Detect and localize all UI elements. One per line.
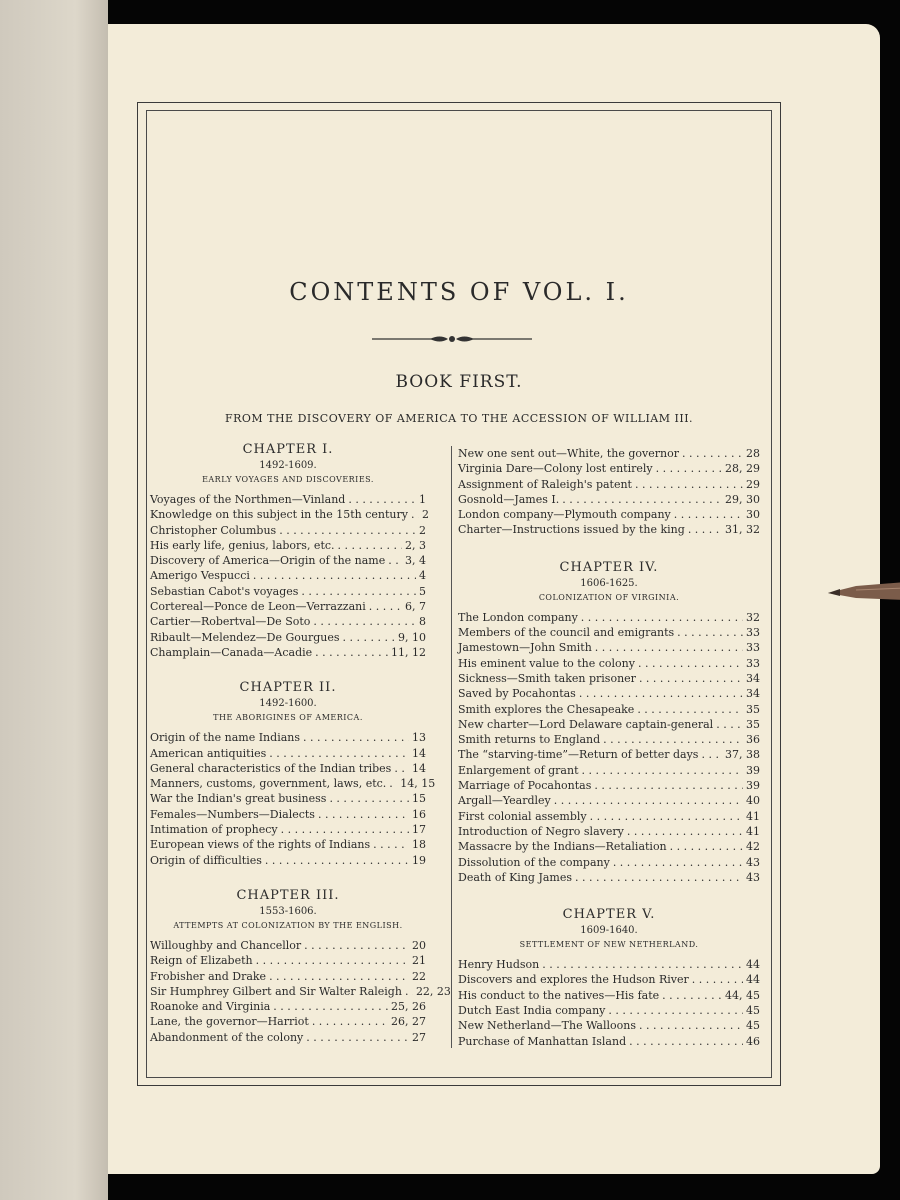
toc-entry — [458, 1003, 760, 1018]
toc-entry — [458, 778, 760, 793]
dot-leader — [692, 972, 743, 987]
chapter-section — [150, 680, 436, 868]
toc-entry-page: 42 — [746, 840, 760, 854]
toc-entry — [150, 791, 426, 806]
toc-entry-page: 39 — [746, 779, 760, 793]
book-title: BOOK FIRST. — [395, 372, 523, 392]
dot-leader — [301, 584, 416, 599]
toc-entry — [458, 809, 760, 824]
toc-entry-title: New one sent out—White, the governor — [458, 447, 679, 460]
toc-entry — [458, 656, 760, 671]
toc-entry-page: 14, 15 — [400, 777, 436, 791]
chapter-header — [150, 888, 426, 932]
toc-entry-page: 2 — [419, 523, 426, 537]
chapter-years: 1606-1625. — [580, 577, 638, 589]
toc-entry — [150, 776, 436, 791]
toc-entry — [150, 553, 426, 568]
toc-entry — [458, 972, 760, 987]
dot-leader — [581, 610, 743, 625]
toc-entry-page: 41 — [746, 824, 760, 838]
toc-entry — [150, 730, 426, 745]
toc-entry-page: 13 — [412, 731, 426, 745]
dot-leader — [318, 807, 409, 822]
dot-leader — [303, 730, 409, 745]
toc-entry — [458, 747, 760, 762]
toc-entry — [458, 839, 760, 854]
toc-entry-title: Charter—Instructions issued by the king — [458, 523, 685, 537]
toc-entry — [458, 610, 760, 625]
dot-leader — [343, 630, 395, 645]
dot-leader — [656, 461, 722, 476]
toc-entry-page: 44, 45 — [725, 988, 760, 1002]
dot-leader — [635, 477, 743, 492]
toc-entry-page: 28 — [746, 447, 760, 460]
toc-entry — [458, 717, 760, 732]
page-title: CONTENTS OF VOL. I. — [289, 278, 629, 306]
dot-leader — [306, 1030, 409, 1045]
toc-entry-title: European views of the rights of Indians — [150, 838, 371, 852]
toc-entry — [458, 824, 760, 839]
toc-entry — [150, 953, 426, 968]
toc-entry-title: Christopher Columbus — [150, 523, 277, 537]
chapter-years: 1492-1609. — [259, 460, 317, 471]
toc-entry-page: 34 — [746, 671, 760, 685]
toc-entry-page: 8 — [419, 615, 426, 629]
toc-entry-title: Amerigo Vespucci — [150, 569, 250, 583]
toc-entry — [458, 793, 760, 808]
toc-entry-title: The “starving-time”—Return of better days — [458, 748, 699, 762]
toc-entry — [150, 645, 426, 660]
toc-entry-page: 19 — [412, 853, 426, 867]
chapter-heading: CHAPTER III. — [236, 887, 340, 903]
toc-entry-title: Cartier—Robertval—De Soto — [150, 615, 311, 629]
dot-leader — [256, 953, 409, 968]
toc-entry-title: Enlargement of grant — [458, 763, 579, 777]
toc-entry-title: Discovers and explores the Hudson River — [458, 973, 689, 987]
toc-entry-title: Saved by Pocahontas — [458, 687, 576, 701]
toc-entry-page: 29, 30 — [725, 492, 760, 506]
toc-entry-title: London company—Plymouth company — [458, 508, 671, 522]
toc-entry-page: 36 — [746, 733, 760, 747]
chapter-header — [458, 560, 760, 604]
toc-entry-title: Purchase of Manhattan Island — [458, 1034, 627, 1048]
toc-entry — [150, 837, 426, 852]
toc-entry — [458, 957, 760, 972]
dot-leader — [253, 568, 416, 583]
pencil-icon — [826, 576, 900, 606]
dot-leader — [394, 761, 409, 776]
toc-entry-page: 22 — [412, 969, 426, 983]
toc-entry — [458, 855, 760, 870]
toc-entry — [150, 568, 426, 583]
toc-entry-title: Smith explores the Chesapeake — [458, 702, 635, 716]
toc-entry-page: 15 — [412, 792, 426, 806]
dot-leader — [542, 957, 743, 972]
dot-leader — [670, 839, 743, 854]
toc-entry — [150, 614, 426, 629]
toc-entry — [458, 763, 760, 778]
dot-leader — [627, 824, 743, 839]
toc-entry-page: 27 — [412, 1030, 426, 1044]
dot-leader — [662, 988, 722, 1003]
toc-entry-page: 45 — [746, 1004, 760, 1018]
toc-entry — [150, 1030, 426, 1045]
toc-entry-page: 33 — [746, 656, 760, 670]
toc-entry-page: 43 — [746, 855, 760, 869]
chapter-header — [458, 907, 760, 951]
toc-entry-page: 14 — [412, 761, 426, 775]
chapter-years: 1553-1606. — [259, 905, 317, 917]
toc-entry-page: 2, 3 — [405, 538, 426, 552]
dot-leader — [562, 492, 722, 507]
toc-entry-title: Cortereal—Ponce de Leon—Verrazzani — [150, 600, 366, 614]
dot-leader — [701, 747, 722, 762]
toc-entry-title: Sebastian Cabot's voyages — [150, 584, 299, 598]
toc-entry-title: New charter—Lord Delaware captain-general — [458, 717, 714, 731]
contents-right-column — [458, 446, 760, 1049]
toc-entry — [458, 507, 760, 522]
toc-entry-title: Massacre by the Indians—Retaliation — [458, 840, 667, 854]
toc-entry-page: 40 — [746, 794, 760, 808]
dot-leader — [273, 999, 388, 1014]
toc-entry — [150, 938, 426, 953]
toc-entry-title: Introduction of Negro slavery — [458, 824, 624, 838]
toc-entry — [150, 599, 426, 614]
toc-entry-title: Dutch East India company — [458, 1004, 606, 1018]
toc-entry — [458, 988, 760, 1003]
toc-entry-title: Sickness—Smith taken prisoner — [458, 671, 636, 685]
dot-leader — [677, 625, 743, 640]
toc-entry-title: Gosnold—James I. — [458, 492, 560, 506]
toc-entry-page: 44 — [746, 958, 760, 972]
dot-leader — [269, 746, 409, 761]
toc-entry-page: 33 — [746, 641, 760, 655]
toc-entry — [150, 1014, 426, 1029]
toc-entry — [150, 822, 426, 837]
toc-entry-title: Reign of Elizabeth — [150, 954, 253, 968]
toc-entry-title: Assignment of Raleigh's patent — [458, 477, 632, 491]
toc-entry-page: 18 — [412, 838, 426, 852]
toc-entry — [458, 477, 760, 492]
dot-leader — [674, 507, 743, 522]
toc-entry — [458, 522, 760, 537]
toc-entry-title: Abandonment of the colony — [150, 1030, 304, 1044]
toc-entry — [150, 523, 426, 538]
dot-leader — [373, 837, 409, 852]
chapter-heading: CHAPTER I. — [242, 442, 334, 457]
chapter-heading: CHAPTER II. — [239, 680, 337, 696]
chapter-heading: CHAPTER IV. — [559, 559, 659, 575]
toc-entry — [458, 492, 760, 507]
toc-entry-page: 32 — [746, 610, 760, 624]
dot-leader — [304, 938, 409, 953]
book-subtitle: FROM THE DISCOVERY OF AMERICA TO THE ACCESSION OF WILLIAM III. — [224, 412, 694, 425]
contents-left-column — [150, 442, 451, 1045]
toc-entry-title: Females—Numbers—Dialects — [150, 807, 315, 821]
toc-entry-page: 35 — [746, 702, 760, 716]
toc-entry — [150, 853, 426, 868]
toc-entry — [150, 630, 426, 645]
toc-entry — [458, 446, 760, 461]
dot-leader — [639, 1018, 743, 1033]
toc-entry-title: Discovery of America—Origin of the name — [150, 554, 386, 568]
chapter-header — [150, 680, 426, 724]
toc-entry-title: Henry Hudson — [458, 958, 540, 972]
dot-leader — [579, 686, 743, 701]
toc-entry-title: Origin of difficulties — [150, 853, 262, 867]
chapter-header — [150, 442, 426, 486]
toc-entry-title: Lane, the governor—Harriot — [150, 1015, 309, 1029]
toc-entry-page: 6, 7 — [405, 600, 426, 614]
chapter-subtitle: THE ABORIGINES OF AMERICA. — [213, 713, 363, 723]
toc-entry-title: His conduct to the natives—His fate — [458, 988, 660, 1002]
toc-entry-title: Roanoke and Virginia — [150, 1000, 271, 1014]
toc-entry-page: 20 — [412, 938, 426, 952]
toc-entry-title: Origin of the name Indians — [150, 731, 300, 745]
toc-entry-page: 22, 23 — [415, 984, 451, 998]
toc-entry — [150, 746, 426, 761]
toc-entry-title: Argall—Yeardley — [458, 794, 551, 808]
facing-page-edge — [0, 0, 108, 1200]
dot-leader — [682, 446, 743, 461]
toc-entry-title: Marriage of Pocahontas — [458, 779, 592, 793]
dot-leader — [338, 538, 402, 553]
column-divider — [451, 446, 452, 1048]
toc-entry-page: 43 — [746, 870, 760, 884]
toc-entry-title: War the Indian's great business — [150, 792, 327, 806]
toc-entry-title: Dissolution of the company — [458, 855, 610, 869]
dot-leader — [594, 778, 743, 793]
toc-entry — [150, 538, 426, 553]
dot-leader — [312, 1014, 388, 1029]
toc-entry-page: 9, 10 — [398, 630, 426, 644]
toc-entry-page: 44 — [746, 973, 760, 987]
dot-leader — [329, 791, 409, 806]
toc-entry-page: 14 — [412, 746, 426, 760]
toc-entry-page: 34 — [746, 687, 760, 701]
chapter-years: 1492-1600. — [259, 698, 317, 710]
toc-entry — [150, 507, 429, 522]
chapter-section — [150, 887, 451, 1045]
toc-entry-page: 29 — [746, 477, 760, 491]
dot-leader — [608, 1003, 743, 1018]
dot-leader — [315, 645, 388, 660]
toc-entry-page: 4 — [419, 569, 426, 583]
toc-entry — [150, 807, 426, 822]
chapter-subtitle: SETTLEMENT OF NEW NETHERLAND. — [519, 940, 699, 950]
continued-entries — [458, 446, 760, 538]
dot-leader — [629, 1034, 743, 1049]
chapter-section — [458, 907, 760, 1049]
toc-entry — [150, 969, 426, 984]
toc-entry-title: Willoughby and Chancellor — [150, 938, 302, 952]
toc-entry — [458, 686, 760, 701]
toc-entry-page: 41 — [746, 809, 760, 823]
dot-leader — [369, 599, 402, 614]
toc-entry — [150, 492, 426, 507]
dot-leader — [281, 822, 409, 837]
dot-leader — [348, 492, 416, 507]
chapter-subtitle: EARLY VOYAGES AND DISCOVERIES. — [202, 475, 374, 484]
toc-entry-title: Intimation of prophecy — [150, 823, 278, 837]
toc-entry-title: Knowledge on this subject in the 15th century — [150, 508, 408, 522]
chapter-section — [458, 560, 760, 885]
toc-entry-title: American antiquities — [150, 746, 267, 760]
toc-entry-page: 26, 27 — [391, 1015, 426, 1029]
dot-leader — [405, 984, 413, 999]
toc-entry-page: 3, 4 — [405, 554, 426, 568]
toc-entry-page: 2 — [421, 508, 429, 522]
toc-entry — [458, 671, 760, 686]
dot-leader — [388, 553, 402, 568]
dot-leader — [716, 717, 743, 732]
toc-entry-page: 46 — [746, 1034, 760, 1048]
toc-entry-title: Frobisher and Drake — [150, 969, 267, 983]
toc-entry-title: Jamestown—John Smith — [458, 641, 592, 655]
toc-entry-title: Manners, customs, government, laws, etc. — [150, 777, 387, 791]
toc-entry — [458, 461, 760, 476]
toc-entry-title: His early life, genius, labors, etc. — [150, 538, 335, 552]
toc-entry-title: Virginia Dare—Colony lost entirely — [458, 462, 653, 476]
toc-entry-page: 35 — [746, 717, 760, 731]
dot-leader — [637, 702, 743, 717]
dot-leader — [269, 969, 409, 984]
toc-entry-page: 30 — [746, 508, 760, 522]
toc-entry-title: The London company — [458, 610, 578, 624]
toc-entry-title: Death of King James — [458, 870, 572, 884]
dot-leader — [639, 671, 743, 686]
toc-entry-title: Ribault—Melendez—De Gourgues — [150, 630, 340, 644]
chapter-section — [150, 442, 429, 660]
toc-entry — [150, 984, 451, 999]
toc-entry — [150, 999, 426, 1014]
chapter-years: 1609-1640. — [580, 925, 638, 937]
toc-entry-page: 17 — [412, 823, 426, 837]
dot-leader — [575, 870, 743, 885]
toc-entry-title: New Netherland—The Walloons — [458, 1019, 637, 1033]
dot-leader — [265, 853, 409, 868]
chapter-subtitle: ATTEMPTS AT COLONIZATION BY THE ENGLISH. — [173, 920, 403, 930]
toc-entry — [150, 761, 426, 776]
toc-entry — [458, 1034, 760, 1049]
dot-leader — [590, 809, 743, 824]
toc-entry-title: His eminent value to the colony — [458, 656, 635, 670]
dot-leader — [582, 763, 744, 778]
toc-entry — [458, 870, 760, 885]
chapter-heading: CHAPTER V. — [562, 907, 656, 923]
toc-entry-page: 21 — [412, 954, 426, 968]
toc-entry — [150, 584, 426, 599]
toc-entry-page: 5 — [419, 584, 426, 598]
toc-entry-page: 16 — [412, 807, 426, 821]
dot-leader — [595, 640, 743, 655]
toc-entry — [458, 640, 760, 655]
dot-leader — [638, 656, 743, 671]
toc-entry — [458, 1018, 760, 1033]
ornament-rule-icon — [370, 332, 534, 346]
toc-entry — [458, 625, 760, 640]
toc-entry-page: 37, 38 — [725, 748, 760, 762]
toc-entry-page: 39 — [746, 763, 760, 777]
toc-entry-page: 33 — [746, 626, 760, 640]
dot-leader — [411, 507, 419, 522]
toc-entry-title: Champlain—Canada—Acadie — [150, 645, 313, 659]
toc-entry-title: Sir Humphrey Gilbert and Sir Walter Raleigh — [150, 984, 402, 998]
toc-entry-page: 1 — [419, 493, 426, 506]
dot-leader — [313, 614, 416, 629]
dot-leader — [389, 776, 397, 791]
dot-leader — [554, 793, 743, 808]
toc-entry-page: 45 — [746, 1019, 760, 1033]
chapter-subtitle: COLONIZATION OF VIRGINIA. — [538, 592, 680, 602]
dot-leader — [279, 523, 416, 538]
dot-leader — [688, 522, 722, 537]
toc-entry-title: Members of the council and emigrants — [458, 626, 675, 640]
toc-entry-page: 28, 29 — [725, 462, 760, 476]
toc-entry-page: 25, 26 — [391, 1000, 426, 1014]
dot-leader — [613, 855, 743, 870]
toc-entry-title: Smith returns to England — [458, 733, 601, 747]
toc-entry-title: First colonial assembly — [458, 809, 587, 823]
toc-entry-page: 11, 12 — [391, 645, 426, 659]
dot-leader — [603, 732, 743, 747]
toc-entry — [458, 702, 760, 717]
toc-entry — [458, 732, 760, 747]
toc-entry-page: 31, 32 — [725, 523, 760, 537]
toc-entry-title: General characteristics of the Indian tribes — [150, 761, 392, 775]
toc-entry-title: Voyages of the Northmen—Vinland — [150, 493, 346, 506]
